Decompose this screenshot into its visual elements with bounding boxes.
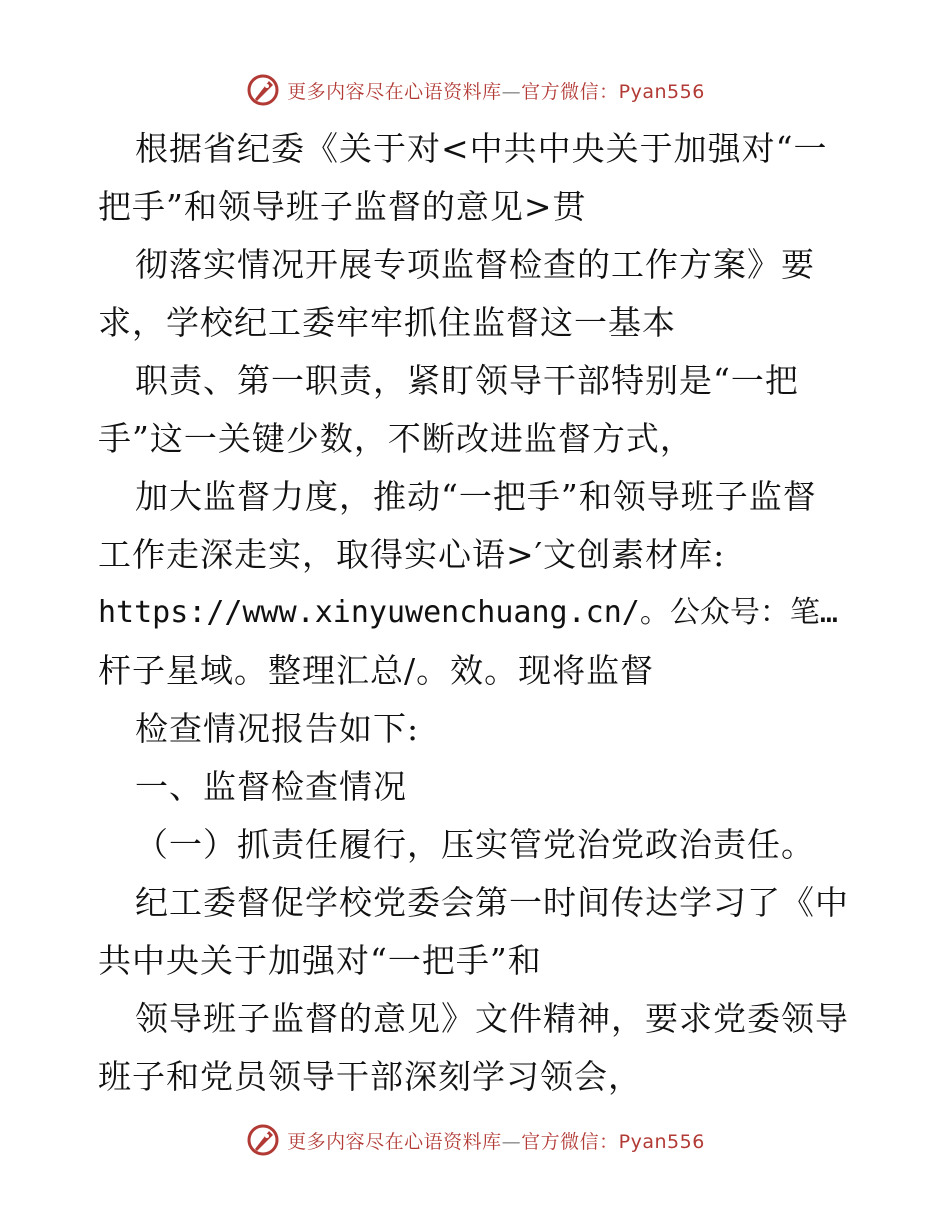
- watermark-footer: [0, 1122, 950, 1158]
- text-line: 领导班子监督的意见》文件精神，要求党委领导: [135, 999, 849, 1038]
- document-body: [98, 120, 858, 1106]
- watermark-text: 更多内容尽在心语资料库—官方微信：Pyan556: [287, 80, 705, 103]
- text-line: 把手”和领导班子监督的意见>贯: [98, 187, 587, 226]
- text-line: https://www.xinyuwenchuang.cn/。公众号：笔…: [98, 595, 838, 630]
- text-line: 班子和党员领导干部深刻学习领会，: [98, 1057, 642, 1096]
- watermark-text: 更多内容尽在心语资料库—官方微信：Pyan556: [287, 1130, 705, 1153]
- text-line: 共中央关于加强对“一把手”和: [98, 941, 542, 980]
- text-line: 杆子星域。整理汇总/。效。现将监督: [98, 651, 655, 690]
- text-line: 检查情况报告如下:: [135, 709, 420, 748]
- text-line: 一、监督检查情况: [135, 767, 407, 806]
- text-line: 彻落实情况开展专项监督检查的工作方案》要: [135, 245, 815, 284]
- text-line: 工作走深走实，取得实心语>′文创素材库:: [98, 535, 726, 574]
- text-line: 纪工委督促学校党委会第一时间传达学习了《中: [135, 883, 849, 922]
- text-line: （一）抓责任履行，压实管党治党政治责任。: [135, 825, 815, 864]
- pen-nib-circle-icon: [245, 1122, 281, 1158]
- watermark-header: [0, 72, 950, 108]
- text-line: 加大监督力度，推动“一把手”和领导班子监督: [135, 477, 817, 516]
- text-line: 根据省纪委《关于对<中共中央关于加强对“一: [135, 129, 828, 168]
- text-line: 手”这一关键少数，不断改进监督方式，: [98, 419, 694, 458]
- pen-nib-circle-icon: [245, 72, 281, 108]
- text-line: 职责、第一职责，紧盯领导干部特别是“一把: [135, 361, 799, 400]
- text-line: 求，学校纪工委牢牢抓住监督这一基本: [98, 303, 676, 342]
